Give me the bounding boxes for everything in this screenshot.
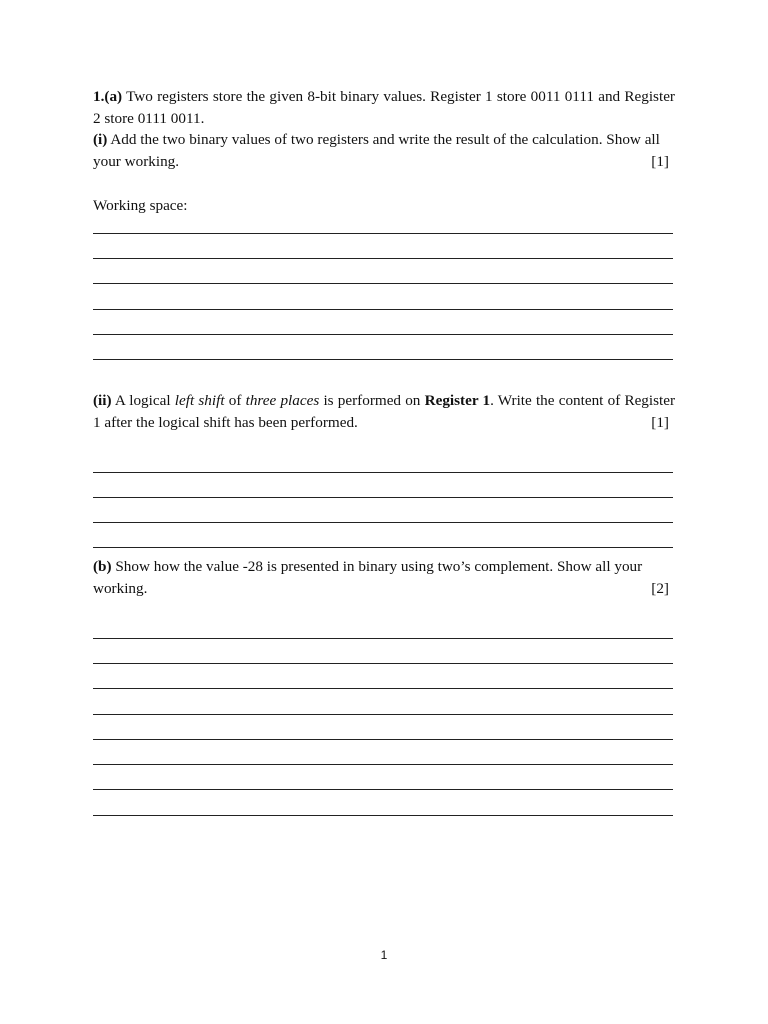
answer-line[interactable] [93, 789, 673, 790]
part-ii-italic-1: left shift [174, 392, 225, 409]
part-b-text: Show how the value -28 is presented in binary using two’s complement. Show all your [115, 558, 643, 575]
part-b-cont: working. [93, 580, 148, 597]
answer-line[interactable] [93, 714, 673, 715]
answer-line[interactable] [93, 359, 673, 360]
answer-line[interactable] [93, 334, 673, 335]
part-i-cont: your working. [93, 153, 180, 170]
answer-line[interactable] [93, 283, 673, 284]
question-1a-i [93, 129, 675, 151]
answer-line[interactable] [93, 547, 673, 548]
answer-line[interactable] [93, 258, 673, 259]
question-1b [93, 556, 675, 578]
part-i-label: (i) [93, 131, 108, 148]
part-ii-label: (ii) [93, 392, 112, 409]
part-ii-text-4: . Write the content of Register 1 after the logical shift has been performed. [93, 392, 676, 431]
part-i-marks: [1] [651, 153, 669, 170]
answer-line[interactable] [93, 764, 673, 765]
part-ii-marks-row [93, 412, 675, 434]
question-1a-i-cont [93, 151, 675, 173]
answer-line[interactable] [93, 688, 673, 689]
answer-line[interactable] [93, 663, 673, 664]
answer-line[interactable] [93, 309, 673, 310]
question-1a-text: Two registers store the given 8-bit binary values. Register 1 store 0011 0111 and Register 2 store 0111 0011. [93, 88, 675, 127]
answer-line[interactable] [93, 233, 673, 234]
part-b-label: (b) [93, 558, 112, 575]
part-ii-marks: [1] [651, 414, 669, 431]
part-ii-text-1: A logical [114, 392, 171, 409]
answer-line[interactable] [93, 815, 673, 816]
part-ii-text-3: is performed on [323, 392, 421, 409]
answer-line[interactable] [93, 497, 673, 498]
part-i-text: Add the two binary values of two registers and write the result of the calculation. Show all [110, 131, 660, 148]
answer-line[interactable] [93, 522, 673, 523]
question-number: 1.(a) [93, 88, 123, 105]
part-ii-bold: Register 1 [424, 392, 491, 409]
part-ii-italic-2: three places [245, 392, 320, 409]
part-b-marks: [2] [651, 580, 669, 597]
page-number: 1 [380, 948, 388, 962]
question-1b-cont [93, 578, 675, 600]
question-1a-intro [93, 86, 675, 129]
answer-line[interactable] [93, 739, 673, 740]
answer-line[interactable] [93, 472, 673, 473]
part-ii-text-2: of [228, 392, 242, 409]
working-space-label: Working space: [93, 197, 188, 214]
answer-line[interactable] [93, 638, 673, 639]
